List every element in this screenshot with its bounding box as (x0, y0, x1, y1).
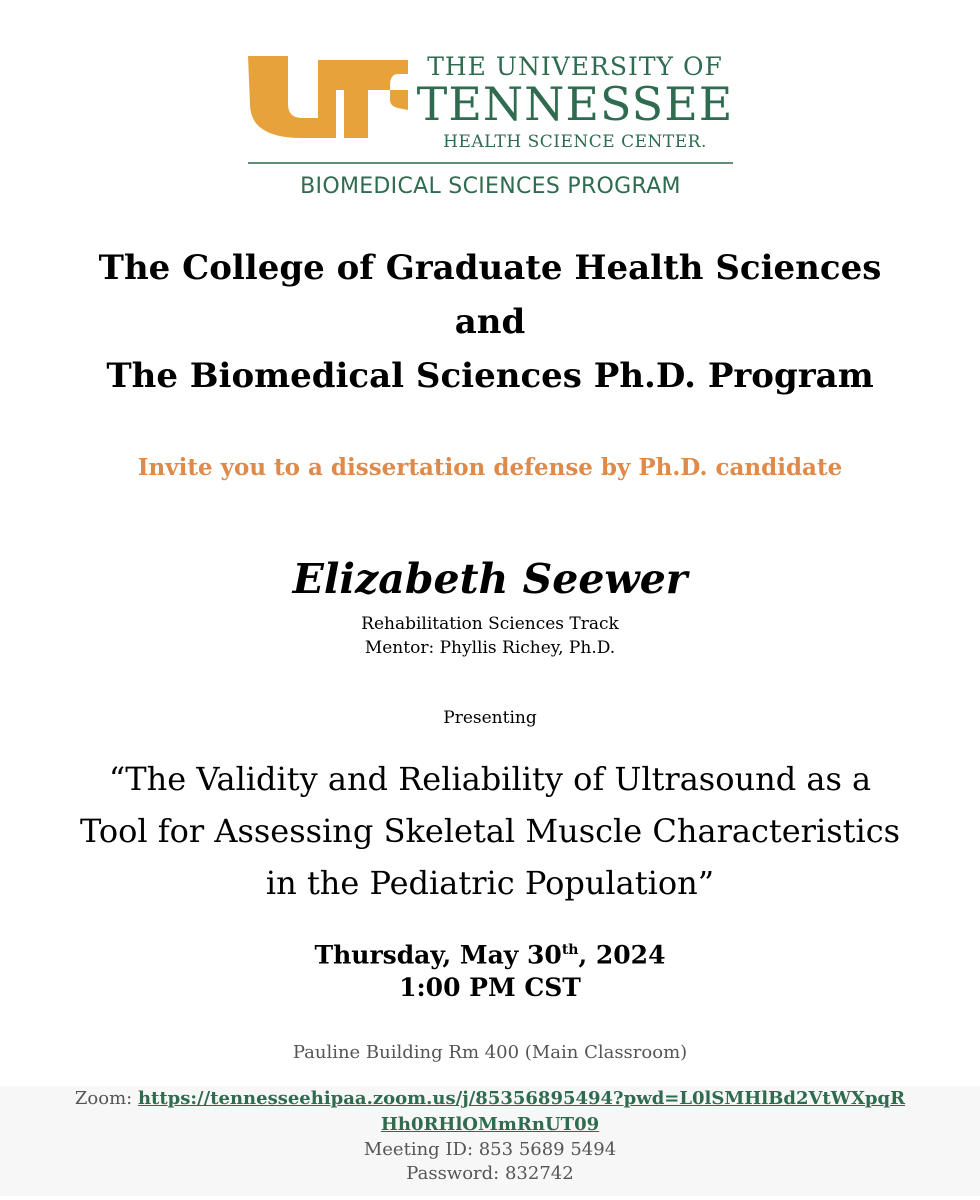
zoom-meeting-id: Meeting ID: 853 5689 5494 (363, 1139, 617, 1160)
heading-line-2: and (454, 302, 526, 342)
zoom-info (0, 1086, 980, 1196)
logo-line-hsc: HEALTH SCIENCE CENTER. (443, 132, 707, 152)
date-ordinal: th (561, 942, 579, 958)
candidate-name: Elizabeth Seewer (292, 555, 688, 603)
zoom-link-line (0, 1086, 980, 1112)
logo-line-university: THE UNIVERSITY OF (427, 52, 723, 81)
heading-line-1: The College of Graduate Health Sciences (98, 248, 882, 288)
logo-line-tennessee: TENNESSEE (416, 77, 734, 131)
zoom-password: Password: 832742 (406, 1163, 574, 1184)
zoom-link[interactable]: https://tennesseehipaa.zoom.us/j/85356895494?pwd=L0lSMHlBd2VtWXpqR (137, 1088, 906, 1109)
zoom-label: Zoom: (74, 1088, 138, 1109)
event-location: Pauline Building Rm 400 (Main Classroom) (292, 1042, 688, 1063)
zoom-link-line-2 (0, 1112, 980, 1138)
event-date (0, 932, 980, 973)
candidate-mentor: Mentor: Phyllis Richey, Ph.D. (364, 638, 616, 658)
uthsc-logo (248, 52, 738, 202)
heading-line-3: The Biomedical Sciences Ph.D. Program (106, 356, 874, 396)
dissertation-title-line-2: Tool for Assessing Skeletal Muscle Characteristics (79, 812, 901, 850)
logo-program-name: BIOMEDICAL SCIENCES PROGRAM (300, 174, 681, 199)
dissertation-title-line-3: in the Pediatric Population” (265, 864, 715, 902)
event-time: 1:00 PM CST (399, 973, 581, 1002)
invite-text: Invite you to a dissertation defense by Ph.D. candidate (137, 454, 843, 481)
date-text: Thursday, May 30 (314, 940, 562, 970)
logo-divider (248, 162, 733, 164)
date-year: , 2024 (578, 940, 666, 970)
candidate-track: Rehabilitation Sciences Track (361, 614, 619, 634)
ut-logo-icon (248, 56, 408, 146)
presenting-label: Presenting (443, 708, 537, 728)
zoom-link-continued[interactable]: Hh0RHlOMmRnUT09 (380, 1114, 600, 1135)
dissertation-title-line-1: “The Validity and Reliability of Ultrasound as a (108, 760, 872, 798)
